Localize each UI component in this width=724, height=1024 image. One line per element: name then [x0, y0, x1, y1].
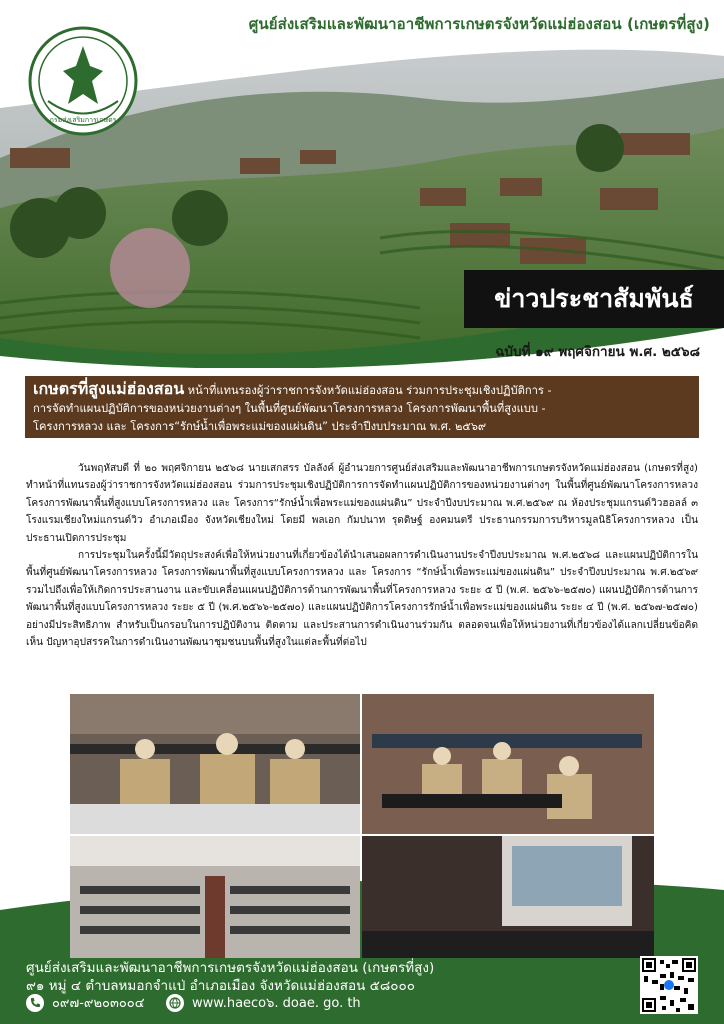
footer-phone — [26, 992, 145, 1013]
phone-icon — [26, 994, 44, 1012]
meeting-photo-3 — [70, 836, 360, 958]
headline-box — [25, 376, 699, 438]
meeting-photo-4 — [362, 836, 654, 958]
headline-line-3: โครงการหลวง และ โครงการ“รักษ์น้ำเพื่อพระแม่ของแผ่นดิน” ประจำปีงบประมาณ พ.ศ. ๒๕๖๙ — [33, 420, 487, 433]
paragraph-1: วันพฤหัสบดี ที่ ๒๐ พฤศจิกายน ๒๕๖๘ นายเสกสรร บัลลังค์ ผู้อำนวยการศูนย์ส่งเสริมและพัฒนาอาชีพการเกษตรจังหวัดแม่ฮ่องสอน (เกษตรที่สูง) ทำหน้าที่แทนรองผู้ว่าราชการจังหวัดแม่ฮ่องสอน ร่วมการประชุมเชิงปฏิบัติการการจัดทำแผนปฏิบัติการของหน่วยงานต่างๆ ในพื้นที่ศูนย์พัฒนาโครงการหลวง โครงการพัฒนาพื้นที่สูงแบบโครงการหลวง และ โครงการ“รักษ์น้ำเพื่อพระแม่ของแผ่นดิน” ประจำปีงบประมาณ พ.ศ.๒๕๖๙ ณ ห้องประชุมแกรนด์วิวฮอลล์ ๓ โรงแรมเชียงใหม่แกรนด์วิว อำเภอเมือง จังหวัดเชียงใหม่ โดยมี พลเอก กัมปนาท รุดดิษฐ์ องคมนตรี ประธานกรรมการบริหารมูลนิธิโครงการหลวง เป็นประธานเปิดการประชุม — [26, 463, 698, 544]
meeting-photo-1 — [70, 694, 360, 834]
article-body — [26, 460, 698, 651]
meeting-photo-2 — [362, 694, 654, 834]
org-title: ศูนย์ส่งเสริมและพัฒนาอาชีพการเกษตรจังหวัดแม่ฮ่องสอน (เกษตรที่สูง) — [248, 15, 710, 33]
svg-text:กรมส่งเสริมการเกษตร: กรมส่งเสริมการเกษตร — [49, 116, 117, 124]
footer-org-name: ศูนย์ส่งเสริมและพัฒนาอาชีพการเกษตรจังหวัดแม่ฮ่องสอน (เกษตรที่สูง) — [26, 960, 435, 976]
headline-line-2: การจัดทำแผนปฏิบัติการของหน่วยงานต่างๆ ในพื้นที่ศูนย์พัฒนาโครงการหลวง โครงการพัฒนาพื้นที่สูงแบบ - — [33, 402, 546, 415]
press-release-banner: ข่าวประชาสัมพันธ์ — [464, 270, 724, 328]
phone-number: ๐๙๗-๙๒๐๓๐๐๔ — [52, 996, 145, 1011]
qr-code[interactable] — [640, 956, 698, 1014]
footer-address: ๙๑ หมู่ ๔ ตำบลหมอกจำแป่ อำเภอเมือง จังหวัดแม่ฮ่องสอน ๕๘๐๐๐ — [26, 978, 415, 994]
department-logo — [28, 26, 138, 136]
headline-line-1: หน้าที่แทนรองผู้ว่าราชการจังหวัดแม่ฮ่องสอน ร่วมการประชุมเชิงปฏิบัติการ - — [184, 384, 552, 397]
footer-website — [166, 992, 361, 1013]
issue-date: ฉบับที่ ๑๙ พฤศจิกายน พ.ศ. ๒๕๖๘ — [495, 344, 700, 360]
headline-lead: เกษตรที่สูงแม่ฮ่องสอน — [33, 379, 185, 398]
globe-icon — [166, 994, 184, 1012]
website-url[interactable]: www.haeco๖. doae. go. th — [192, 996, 361, 1011]
paragraph-2: การประชุมในครั้งนี้มีวัตถุประสงค์เพื่อให้หน่วยงานที่เกี่ยวข้องได้นำเสนอผลการดำเนินงานประจำปีงบประมาณ พ.ศ.๒๕๖๘ และแผนปฏิบัติการในพื้นที่ศูนย์พัฒนาโครงการหลวง โครงการพัฒนาพื้นที่สูงแบบโครงการหลวง และ โครงการ “รักษ์น้ำเพื่อพระแม่ของแผ่นดิน” ประจำปีงบประมาณ พ.ศ.๒๕๖๙ รวมไปถึงเพื่อให้เกิดการประสานงาน และขับเคลื่อนแผนปฏิบัติการด้านการพัฒนาพื้นที่โครงการหลวง ระยะ ๕ ปี (พ.ศ. ๒๕๖๖-๒๕๗๐) แผนปฏิบัติการด้านการพัฒนาพื้นที่สูงแบบโครงการหลวง ระยะ ๕ ปี (พ.ศ.๒๕๖๖-๒๕๗๐) และแผนปฏิบัติการโครงการรักษ์น้ำเพื่อพระแม่ของแผ่นดิน ระยะ ๔ ปี (พ.ศ. ๒๕๖๗-๒๕๗๐) อย่างมีประสิทธิภาพ สำหรับเป็นกรอบในการปฏิบัติงาน ติดตาม และประสานการดำเนินงานร่วมกัน ตลอดจนเพื่อให้หน่วยงานที่เกี่ยวข้องได้แลกเปลี่ยนข้อคิดเห็น ปัญหาอุปสรรคในการดำเนินงานพัฒนาชุมชนบนพื้นที่สูงในแต่ละพื้นที่ต่อไป — [26, 550, 698, 649]
